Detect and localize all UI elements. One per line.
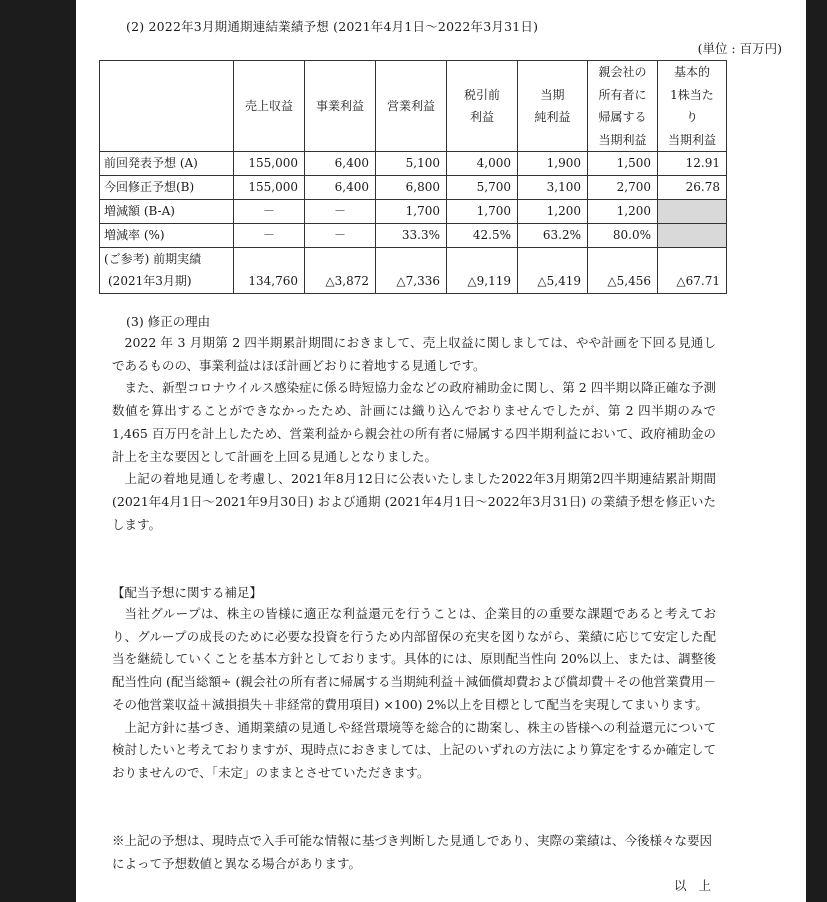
header-owner-profit: 親会社の 所有者に 帰属する 当期利益 bbox=[588, 61, 658, 152]
table-cell: 6,400 bbox=[305, 152, 376, 176]
table-cell: 26.78 bbox=[658, 176, 727, 200]
row-label: 増減額 (B-A) bbox=[100, 200, 234, 224]
header-revenue: 売上収益 bbox=[234, 61, 305, 152]
table-cell: 6,400 bbox=[305, 176, 376, 200]
table-cell: △7,336 bbox=[376, 248, 447, 294]
document-page bbox=[76, 0, 806, 902]
paragraph: 2022 年 3 月期第 2 四半期累計期間におきまして、売上収益に関しましては、やや計画を下回る見通しであるものの、事業利益はほぼ計画どおりに着地する見通しです。 bbox=[112, 335, 716, 373]
header-pretax-profit: 税引前 利益 bbox=[447, 61, 518, 152]
table-cell: △9,119 bbox=[447, 248, 518, 294]
table-cell: △5,456 bbox=[588, 248, 658, 294]
table-cell: 1,700 bbox=[447, 200, 518, 224]
table-cell: － bbox=[234, 224, 305, 248]
disclaimer-note: ※上記の予想は、現時点で入手可能な情報に基づき判断した見通しであり、実際の業績は、今後様々な要因によって予想数値と異なる場合があります。 bbox=[112, 833, 713, 871]
table-cell: 1,200 bbox=[518, 200, 588, 224]
row-label: 増減率 (%) bbox=[100, 224, 234, 248]
table-cell: 1,700 bbox=[376, 200, 447, 224]
header-blank bbox=[100, 61, 234, 152]
paragraph: 当社グループは、株主の皆様に適正な利益還元を行うことは、企業目的の重要な課題であると考えており、グループの成長のために必要な投資を行うため内部留保の充実を図りながら、業績に応じて安定した配当を継続していくことを基本方針としております。具体的には、原則配当性向 20%以上、または、調整後配当性向 (配当総額÷ (親会社の所有者に帰属する当期純利益＋減価償却費および償却費＋その他営業費用－その他営業収益＋減損損失＋非経常的費用項目) ×100) 2%以上を目標として配当を実現してまいります。 bbox=[112, 606, 716, 712]
row-label: 前回発表予想 (A) bbox=[100, 152, 234, 176]
table-cell: － bbox=[234, 200, 305, 224]
row-label: (ご参考) 前期実績 (2021年3月期) bbox=[100, 248, 234, 294]
unit-label: (単位 : 百万円) bbox=[697, 41, 782, 56]
table-cell: 6,800 bbox=[376, 176, 447, 200]
header-eps: 基本的 1株当た り 当期利益 bbox=[658, 61, 727, 152]
table-cell: 5,100 bbox=[376, 152, 447, 176]
table-cell: 1,200 bbox=[588, 200, 658, 224]
table-row bbox=[100, 200, 727, 224]
reason-section-title: (3) 修正の理由 bbox=[126, 314, 211, 329]
table-cell: 155,000 bbox=[234, 176, 305, 200]
table-cell: 2,700 bbox=[588, 176, 658, 200]
dividend-text bbox=[112, 603, 716, 785]
table-cell: 155,000 bbox=[234, 152, 305, 176]
shaded-cell bbox=[658, 224, 727, 248]
dividend-heading: 【配当予想に関する補足】 bbox=[112, 585, 263, 600]
header-business-profit: 事業利益 bbox=[305, 61, 376, 152]
table-cell: △5,419 bbox=[518, 248, 588, 294]
table-cell: 3,100 bbox=[518, 176, 588, 200]
shaded-cell bbox=[658, 200, 727, 224]
table-cell: 4,000 bbox=[447, 152, 518, 176]
table-header-row bbox=[100, 61, 727, 152]
table-cell: 1,900 bbox=[518, 152, 588, 176]
table-cell: 1,500 bbox=[588, 152, 658, 176]
table-cell: － bbox=[305, 224, 376, 248]
table-cell: 80.0% bbox=[588, 224, 658, 248]
row-label: 今回修正予想(B) bbox=[100, 176, 234, 200]
table-cell: 134,760 bbox=[234, 248, 305, 294]
table-cell: △67.71 bbox=[658, 248, 727, 294]
table-row bbox=[100, 224, 727, 248]
table-cell: － bbox=[305, 200, 376, 224]
table-cell: 42.5% bbox=[447, 224, 518, 248]
paragraph: また、新型コロナウイルス感染症に係る時短協力金などの政府補助金に関し、第 2 四半期以降正確な予測数値を算出することができなかったため、計画には織り込んでおりませんでしたが、第 2 四半期のみで 1,465 百万円を計上したため、営業利益から親会社の所有者に帰属する四半期利益において、政府補助金の計上を主な要因として計画を上回る見通しとなりました。 bbox=[112, 380, 716, 464]
paragraph: 上記方針に基づき、通期業績の見通しや経営環境等を総合的に勘案し、株主の皆様への利益還元について検討したいと考えておりますが、現時点におきましては、上記のいずれの方法により算定をするか確定しておりませんので、「未定」のままとさせていただきます。 bbox=[112, 719, 716, 780]
closing-mark: 以上 bbox=[674, 878, 724, 893]
forecast-table bbox=[99, 60, 727, 294]
table-cell: 5,700 bbox=[447, 176, 518, 200]
header-net-profit: 当期 純利益 bbox=[518, 61, 588, 152]
table-cell: 12.91 bbox=[658, 152, 727, 176]
table-row bbox=[100, 248, 727, 294]
table-cell: 63.2% bbox=[518, 224, 588, 248]
table-row bbox=[100, 176, 727, 200]
table-cell: 33.3% bbox=[376, 224, 447, 248]
table-row bbox=[100, 152, 727, 176]
reason-text bbox=[112, 332, 716, 536]
table-cell: △3,872 bbox=[305, 248, 376, 294]
header-operating-profit: 営業利益 bbox=[376, 61, 447, 152]
forecast-section-title: (2) 2022年3月期通期連結業績予想 (2021年4月1日～2022年3月31日) bbox=[126, 19, 539, 34]
paragraph: 上記の着地見通しを考慮し、2021年8月12日に公表いたしました2022年3月期第2四半期連結累計期間 (2021年4月1日～2021年9月30日) および通期 (2021年4月1日～2022年3月31日) の業績予想を修正いたします。 bbox=[112, 471, 716, 532]
